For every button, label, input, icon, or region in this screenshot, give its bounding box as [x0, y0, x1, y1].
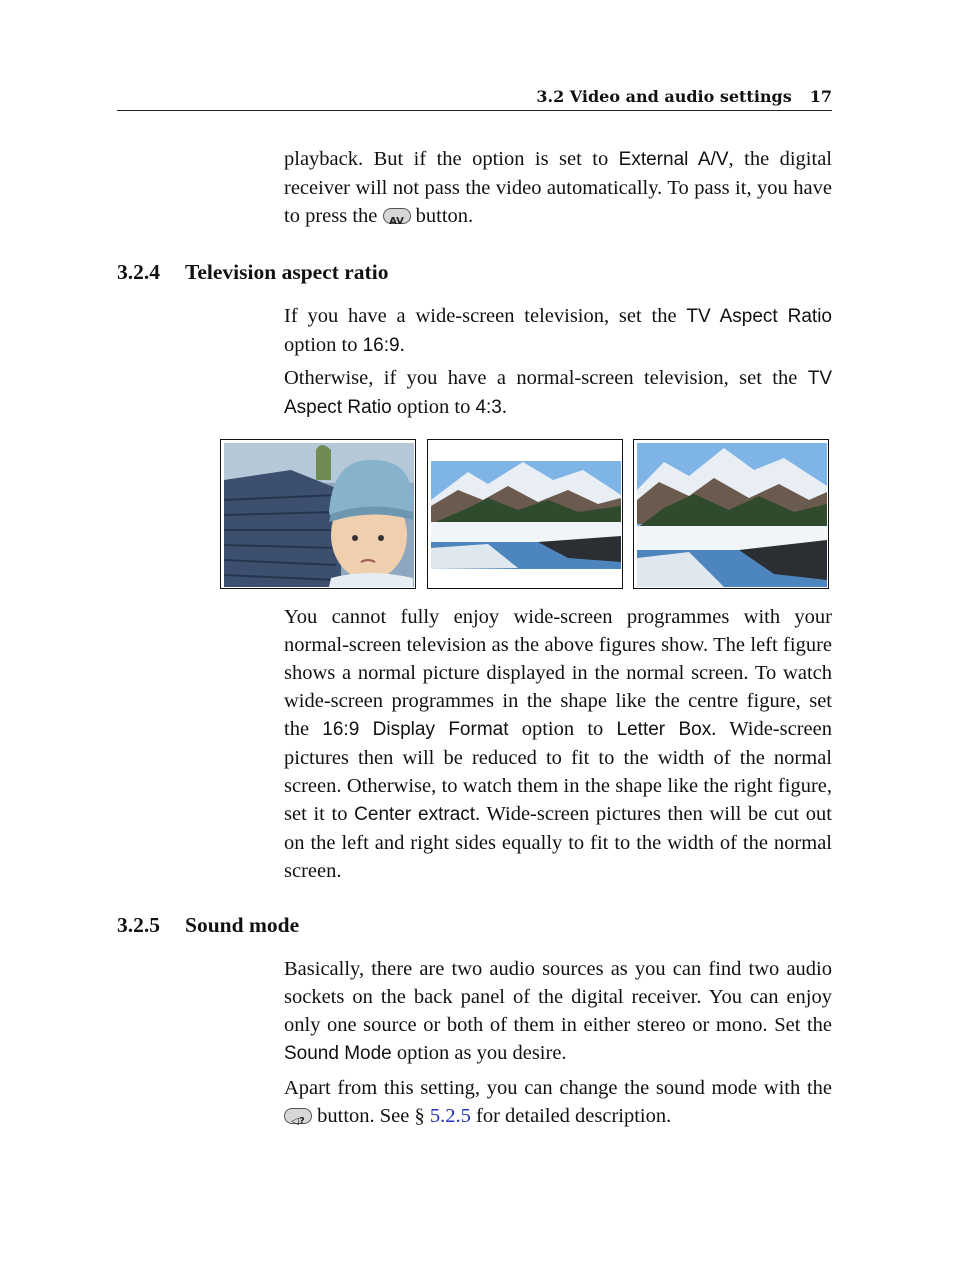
text: option as you desire. — [391, 1042, 567, 1064]
cross-reference-link[interactable]: 5.2.5 — [429, 1105, 471, 1127]
value-letter-box: Letter Box — [616, 719, 712, 740]
paragraph-sound-button — [284, 1074, 832, 1130]
paragraph-external-av — [284, 145, 832, 230]
text: Otherwise, if you have a normal-screen television, set the — [284, 367, 808, 389]
text: playback. But if the option is set to — [284, 148, 619, 170]
option-tv-aspect-ratio: TV Aspect Ratio — [686, 306, 832, 327]
figure-letter-box — [427, 439, 623, 589]
section-heading-sound-mode — [117, 911, 299, 939]
page-number: 17 — [809, 87, 832, 106]
mountain-lake-image-center-extract — [634, 440, 829, 589]
text: . Wide-screen pictures then will be cut out on the left and right sides equally to fit to the width of the normal screen. — [284, 803, 832, 882]
text: . — [399, 334, 405, 356]
av-button-icon: AV — [383, 208, 411, 224]
value-4-3: 4:3 — [475, 397, 502, 418]
text: . — [501, 396, 507, 418]
section-title: Sound mode — [185, 913, 300, 937]
figure-normal-picture — [220, 439, 416, 589]
option-display-format: 16:9 Display Format — [322, 719, 509, 740]
sound-mode-button-icon: ◁? — [284, 1108, 312, 1124]
text: . Wide-screen pictures then will be reduced to fit to the width of the normal screen. Otherwise, to watch them in the shape like the right figure, set it to — [284, 718, 832, 825]
text: option to — [391, 396, 476, 418]
text: You cannot fully enjoy wide-screen programmes with your normal-screen television as the above figures show. The left figure shows a normal picture displayed in the normal screen. To watch wide-screen programmes in the shape like the centre figure, set the — [284, 606, 832, 740]
value-16-9: 16:9 — [362, 335, 400, 356]
paragraph-widescreen — [284, 302, 832, 360]
text: Basically, there are two audio sources as you can find two audio sockets on the back panel of the digital receiver. You can enjoy only one source or both of them in either stereo or mono. Set the — [284, 958, 832, 1036]
text: option to — [284, 334, 363, 356]
running-header — [117, 86, 832, 111]
paragraph-display-format — [284, 603, 832, 885]
text: Apart from this setting, you can change the sound mode with the — [284, 1077, 832, 1099]
section-number: 3.2.4 — [117, 260, 160, 284]
child-photo-image — [221, 440, 416, 589]
text: button. See § — [312, 1105, 430, 1127]
paragraph-normal-screen — [284, 364, 832, 422]
text: option to — [508, 718, 617, 740]
paragraph-audio-sources — [284, 955, 832, 1068]
section-number: 3.2.5 — [117, 913, 160, 937]
mountain-lake-image-letterbox — [428, 440, 623, 589]
section-heading-aspect-ratio — [117, 258, 388, 286]
text: for detailed description. — [470, 1105, 672, 1127]
text: button. — [410, 205, 474, 227]
option-sound-mode: Sound Mode — [284, 1043, 392, 1064]
option-external-av: External A/V — [618, 149, 729, 170]
option-tv-aspect-ratio: TV Aspect Ratio — [284, 368, 832, 418]
figure-center-extract — [633, 439, 829, 589]
value-center-extract: Center extract — [354, 804, 476, 825]
text: If you have a wide-screen television, set the — [284, 305, 687, 327]
section-title: Television aspect ratio — [185, 260, 389, 284]
text: , the digital receiver will not pass the video automatically. To pass it, you have to press the — [284, 148, 832, 227]
header-section-title: 3.2 Video and audio settings — [536, 87, 792, 106]
